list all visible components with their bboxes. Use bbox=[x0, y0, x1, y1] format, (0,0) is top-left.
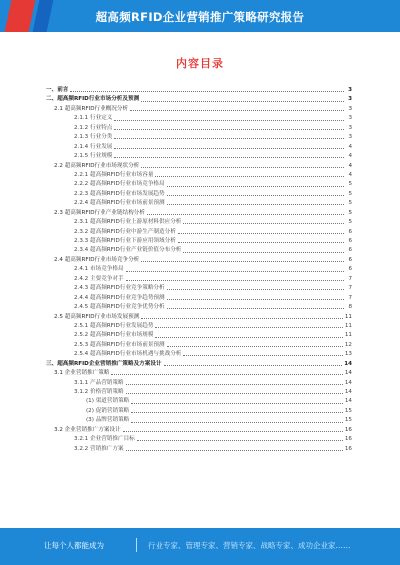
toc-leader-dots bbox=[137, 440, 343, 441]
toc-entry-label: 3.2.1 企业营销推广目标 bbox=[74, 436, 135, 443]
toc-entry-label: 2.1.2 行业特点 bbox=[74, 124, 113, 131]
toc-leader-dots bbox=[167, 346, 343, 347]
toc-entry-page: 16 bbox=[344, 436, 352, 443]
toc-entry-page: 3 bbox=[348, 105, 352, 112]
toc-entry-label: 3.2.2 营销推广方案 bbox=[74, 445, 124, 452]
toc-entry-page: 14 bbox=[344, 360, 352, 367]
toc-entry-label: 2.1.4 行业发展 bbox=[74, 143, 113, 150]
toc-leader-dots bbox=[126, 280, 344, 281]
toc-entry[interactable] bbox=[46, 237, 352, 246]
toc-entry-label: 2.3 超高频RFID行业产业链结构分析 bbox=[54, 209, 145, 216]
toc-entry[interactable] bbox=[46, 379, 352, 388]
toc-entry[interactable] bbox=[46, 284, 352, 293]
toc-entry-label: 2.5.4 超高频RFID行业市场机遇与挑战分析 bbox=[74, 351, 182, 358]
toc-leader-dots bbox=[167, 289, 344, 290]
toc-entry[interactable] bbox=[46, 228, 352, 237]
toc-entry-label: (2) 促销营销策略 bbox=[86, 407, 130, 414]
toc-entry-label: 2.1.5 行业规模 bbox=[74, 153, 113, 160]
toc-leader-dots bbox=[155, 176, 344, 177]
toc-entry[interactable] bbox=[46, 105, 352, 114]
toc-entry-label: 3.1.1 产品营销策略 bbox=[74, 379, 124, 386]
footer-tagline: 行业专家、管理专家、营销专家、战略专家、成功企业家…… bbox=[148, 541, 351, 550]
toc-leader-dots bbox=[131, 422, 343, 423]
toc-entry-label: 2.4.2 主要竞争对手 bbox=[74, 275, 124, 282]
toc-leader-dots bbox=[123, 431, 343, 432]
toc-leader-dots bbox=[141, 261, 344, 262]
toc-entry-page: 7 bbox=[348, 275, 352, 282]
toc-leader-dots bbox=[141, 318, 343, 319]
toc-entry-page: 15 bbox=[344, 417, 352, 424]
toc-entry[interactable] bbox=[46, 114, 352, 123]
toc-entry[interactable] bbox=[46, 133, 352, 142]
toc-entry-page: 4 bbox=[348, 143, 352, 150]
footer-divider bbox=[136, 538, 137, 552]
toc-entry-page: 7 bbox=[348, 294, 352, 301]
toc-leader-dots bbox=[167, 308, 344, 309]
toc-leader-dots bbox=[126, 271, 344, 272]
toc-entry[interactable] bbox=[46, 171, 352, 180]
toc-entry-label: 3.2 企业营销推广方案设计 bbox=[54, 426, 121, 433]
toc-entry-page: 3 bbox=[348, 124, 352, 131]
toc-entry-page: 6 bbox=[348, 228, 352, 235]
toc-entry-label: 2.2 超高频RFID行业市场现状分析 bbox=[54, 162, 140, 169]
toc-title: 内容目录 bbox=[176, 57, 224, 70]
toc-entry[interactable] bbox=[46, 397, 352, 406]
toc-entry-label: 2.2.2 超高频RFID行业市场竞争格局 bbox=[74, 181, 165, 188]
toc-entry-page: 16 bbox=[344, 426, 352, 433]
toc-entry[interactable] bbox=[46, 95, 352, 104]
toc-leader-dots bbox=[111, 374, 342, 375]
toc-entry-page: 5 bbox=[348, 200, 352, 207]
toc-entry[interactable] bbox=[46, 350, 352, 359]
toc-entry[interactable] bbox=[46, 265, 352, 274]
toc-leader-dots bbox=[114, 157, 344, 158]
toc-entry-label: 2.2.1 超高频RFID行业市场容量 bbox=[74, 171, 154, 178]
toc-entry-label: 3.1 企业营销推广策略 bbox=[54, 370, 110, 377]
toc-leader-dots bbox=[167, 204, 344, 205]
toc-entry-label: 2.4.4 超高频RFID行业竞争趋势预测 bbox=[74, 294, 165, 301]
toc-leader-dots bbox=[114, 148, 344, 149]
toc-leader-dots bbox=[126, 384, 343, 385]
toc-entry[interactable] bbox=[46, 360, 352, 369]
toc-leader-dots bbox=[131, 403, 343, 404]
toc-entry-page: 14 bbox=[344, 398, 352, 405]
toc-entry[interactable] bbox=[46, 303, 352, 312]
toc-entry[interactable] bbox=[46, 294, 352, 303]
toc-leader-dots bbox=[183, 252, 344, 253]
toc-entry-page: 4 bbox=[348, 162, 352, 169]
toc-entry[interactable] bbox=[46, 313, 352, 322]
toc-entry[interactable] bbox=[46, 180, 352, 189]
toc-entry-label: (3) 品牌营销策略 bbox=[86, 417, 130, 424]
toc-entry-page: 15 bbox=[344, 407, 352, 414]
toc-entry-page: 8 bbox=[348, 304, 352, 311]
toc-entry[interactable] bbox=[46, 218, 352, 227]
toc-entry-label: 2.3.1 超高频RFID行业上游原材料供应分析 bbox=[74, 219, 182, 226]
toc-entry-label: 2.3.3 超高频RFID行业下游应用领域分析 bbox=[74, 238, 176, 244]
toc-entry-label: 2.4.3 超高频RFID行业竞争策略分析 bbox=[74, 285, 165, 292]
toc-entry-label: 3.1.2 价格营销策略 bbox=[74, 389, 124, 395]
toc-entry-label: 2.5 超高频RFID行业市场发展预测 bbox=[54, 313, 140, 320]
toc-leader-dots bbox=[114, 120, 344, 121]
toc-entry-label: 2.5.1 超高频RFID行业发展趋势 bbox=[74, 322, 154, 329]
toc-entry-page: 4 bbox=[348, 153, 352, 160]
toc-entry[interactable] bbox=[46, 426, 352, 435]
toc-leader-dots bbox=[141, 167, 344, 168]
toc-entry-label: 2.2.4 超高频RFID行业市场前景预测 bbox=[74, 200, 165, 207]
toc-entry-page: 13 bbox=[344, 351, 352, 358]
toc-leader-dots bbox=[178, 242, 344, 243]
toc-entry[interactable] bbox=[46, 341, 352, 350]
toc-entry[interactable] bbox=[46, 246, 352, 255]
toc-entry-page: 11 bbox=[344, 322, 352, 329]
toc-leader-dots bbox=[131, 412, 343, 413]
toc-leader-dots bbox=[167, 186, 344, 187]
toc-leader-dots bbox=[183, 355, 342, 356]
toc-entry-label: 2.4 超高频RFID行业市场竞争分析 bbox=[54, 256, 140, 263]
toc-entry-label: 2.3.4 超高频RFID行业产业链价值分布分析 bbox=[74, 247, 182, 254]
toc-leader-dots bbox=[114, 138, 344, 139]
toc-entry[interactable] bbox=[46, 445, 352, 454]
toc-entry-page: 6 bbox=[348, 256, 352, 263]
toc-entry-page: 12 bbox=[344, 341, 352, 348]
toc-entry-page: 14 bbox=[344, 370, 352, 377]
toc-leader-dots bbox=[130, 110, 344, 111]
toc-entry-page: 11 bbox=[344, 313, 352, 320]
toc-entry-page: 14 bbox=[344, 379, 352, 386]
toc-leader-dots bbox=[114, 129, 344, 130]
footer-slogan: 让每个人都能成为 bbox=[44, 541, 104, 550]
toc-leader-dots bbox=[183, 223, 344, 224]
toc-entry[interactable] bbox=[46, 152, 352, 161]
toc-entry-page: 14 bbox=[344, 389, 352, 395]
toc-entry-page: 6 bbox=[348, 266, 352, 273]
toc-leader-dots bbox=[141, 101, 344, 102]
toc-entry-page: 6 bbox=[348, 238, 352, 244]
toc-entry[interactable] bbox=[46, 209, 352, 218]
toc-entry[interactable] bbox=[46, 369, 352, 378]
toc-entry-label: 2.4.1 市场竞争格局 bbox=[74, 266, 124, 273]
toc-entry[interactable] bbox=[46, 124, 352, 133]
toc-entry[interactable] bbox=[46, 275, 352, 284]
toc-leader-dots bbox=[147, 214, 344, 215]
toc-entry[interactable] bbox=[46, 331, 352, 340]
toc-entry-page: 5 bbox=[348, 190, 352, 197]
toc-entry[interactable] bbox=[46, 143, 352, 152]
report-title: 超高频RFID企业营销推广策略研究报告 bbox=[95, 10, 305, 24]
toc-leader-dots bbox=[70, 91, 344, 92]
toc-entry[interactable] bbox=[46, 86, 352, 95]
toc-entry-page: 3 bbox=[348, 87, 352, 93]
toc-entry-page: 16 bbox=[344, 445, 352, 452]
report-header bbox=[0, 0, 400, 36]
toc-entry-label: 2.3.2 超高频RFID行业中游生产制造分析 bbox=[74, 228, 176, 235]
toc-entry[interactable] bbox=[46, 322, 352, 331]
toc-entry-page: 5 bbox=[348, 219, 352, 226]
toc-entry-label: 2.4.5 超高频RFID行业竞争优势分析 bbox=[74, 304, 165, 311]
table-of-contents bbox=[46, 86, 352, 454]
toc-entry-page: 5 bbox=[348, 181, 352, 188]
toc-entry-page: 3 bbox=[348, 115, 352, 122]
toc-entry[interactable] bbox=[46, 416, 352, 425]
toc-entry[interactable] bbox=[46, 190, 352, 199]
toc-entry[interactable] bbox=[46, 256, 352, 265]
toc-entry-label: 三、超高频RFID企业营销推广策略及方案设计 bbox=[46, 360, 162, 367]
toc-entry-page: 6 bbox=[348, 247, 352, 254]
toc-leader-dots bbox=[167, 299, 344, 300]
toc-entry[interactable] bbox=[46, 407, 352, 416]
toc-entry[interactable] bbox=[46, 162, 352, 171]
toc-leader-dots bbox=[155, 337, 342, 338]
toc-entry-page: 7 bbox=[348, 285, 352, 292]
toc-leader-dots bbox=[164, 365, 343, 366]
toc-entry-label: 一、前言 bbox=[46, 87, 69, 93]
toc-leader-dots bbox=[155, 327, 342, 328]
toc-entry[interactable] bbox=[46, 435, 352, 444]
toc-entry-label: 2.1.3 行业分类 bbox=[74, 134, 113, 141]
toc-entry-label: 二、超高频RFID行业市场分析及预测 bbox=[46, 96, 140, 103]
toc-leader-dots bbox=[126, 450, 343, 451]
toc-entry-label: 2.5.2 超高频RFID行业市场规模 bbox=[74, 332, 154, 339]
toc-entry-page: 11 bbox=[344, 332, 352, 339]
toc-entry[interactable] bbox=[46, 388, 352, 397]
toc-entry-label: 2.1.1 行业定义 bbox=[74, 115, 113, 122]
toc-entry-label: (1) 渠道营销策略 bbox=[86, 398, 130, 405]
report-footer bbox=[0, 528, 400, 565]
toc-entry-page: 5 bbox=[348, 209, 352, 216]
toc-entry-page: 3 bbox=[348, 134, 352, 141]
toc-leader-dots bbox=[167, 195, 344, 196]
toc-entry-page: 4 bbox=[348, 171, 352, 178]
toc-entry-label: 2.1 超高频RFID行业概况分析 bbox=[54, 105, 129, 112]
toc-entry-label: 2.5.3 超高频RFID行业市场前景预测 bbox=[74, 341, 165, 348]
toc-entry-page: 3 bbox=[348, 96, 352, 103]
toc-leader-dots bbox=[178, 233, 344, 234]
toc-entry-label: 2.2.3 超高频RFID行业市场发展趋势 bbox=[74, 190, 165, 197]
toc-leader-dots bbox=[126, 393, 343, 394]
toc-entry[interactable] bbox=[46, 199, 352, 208]
